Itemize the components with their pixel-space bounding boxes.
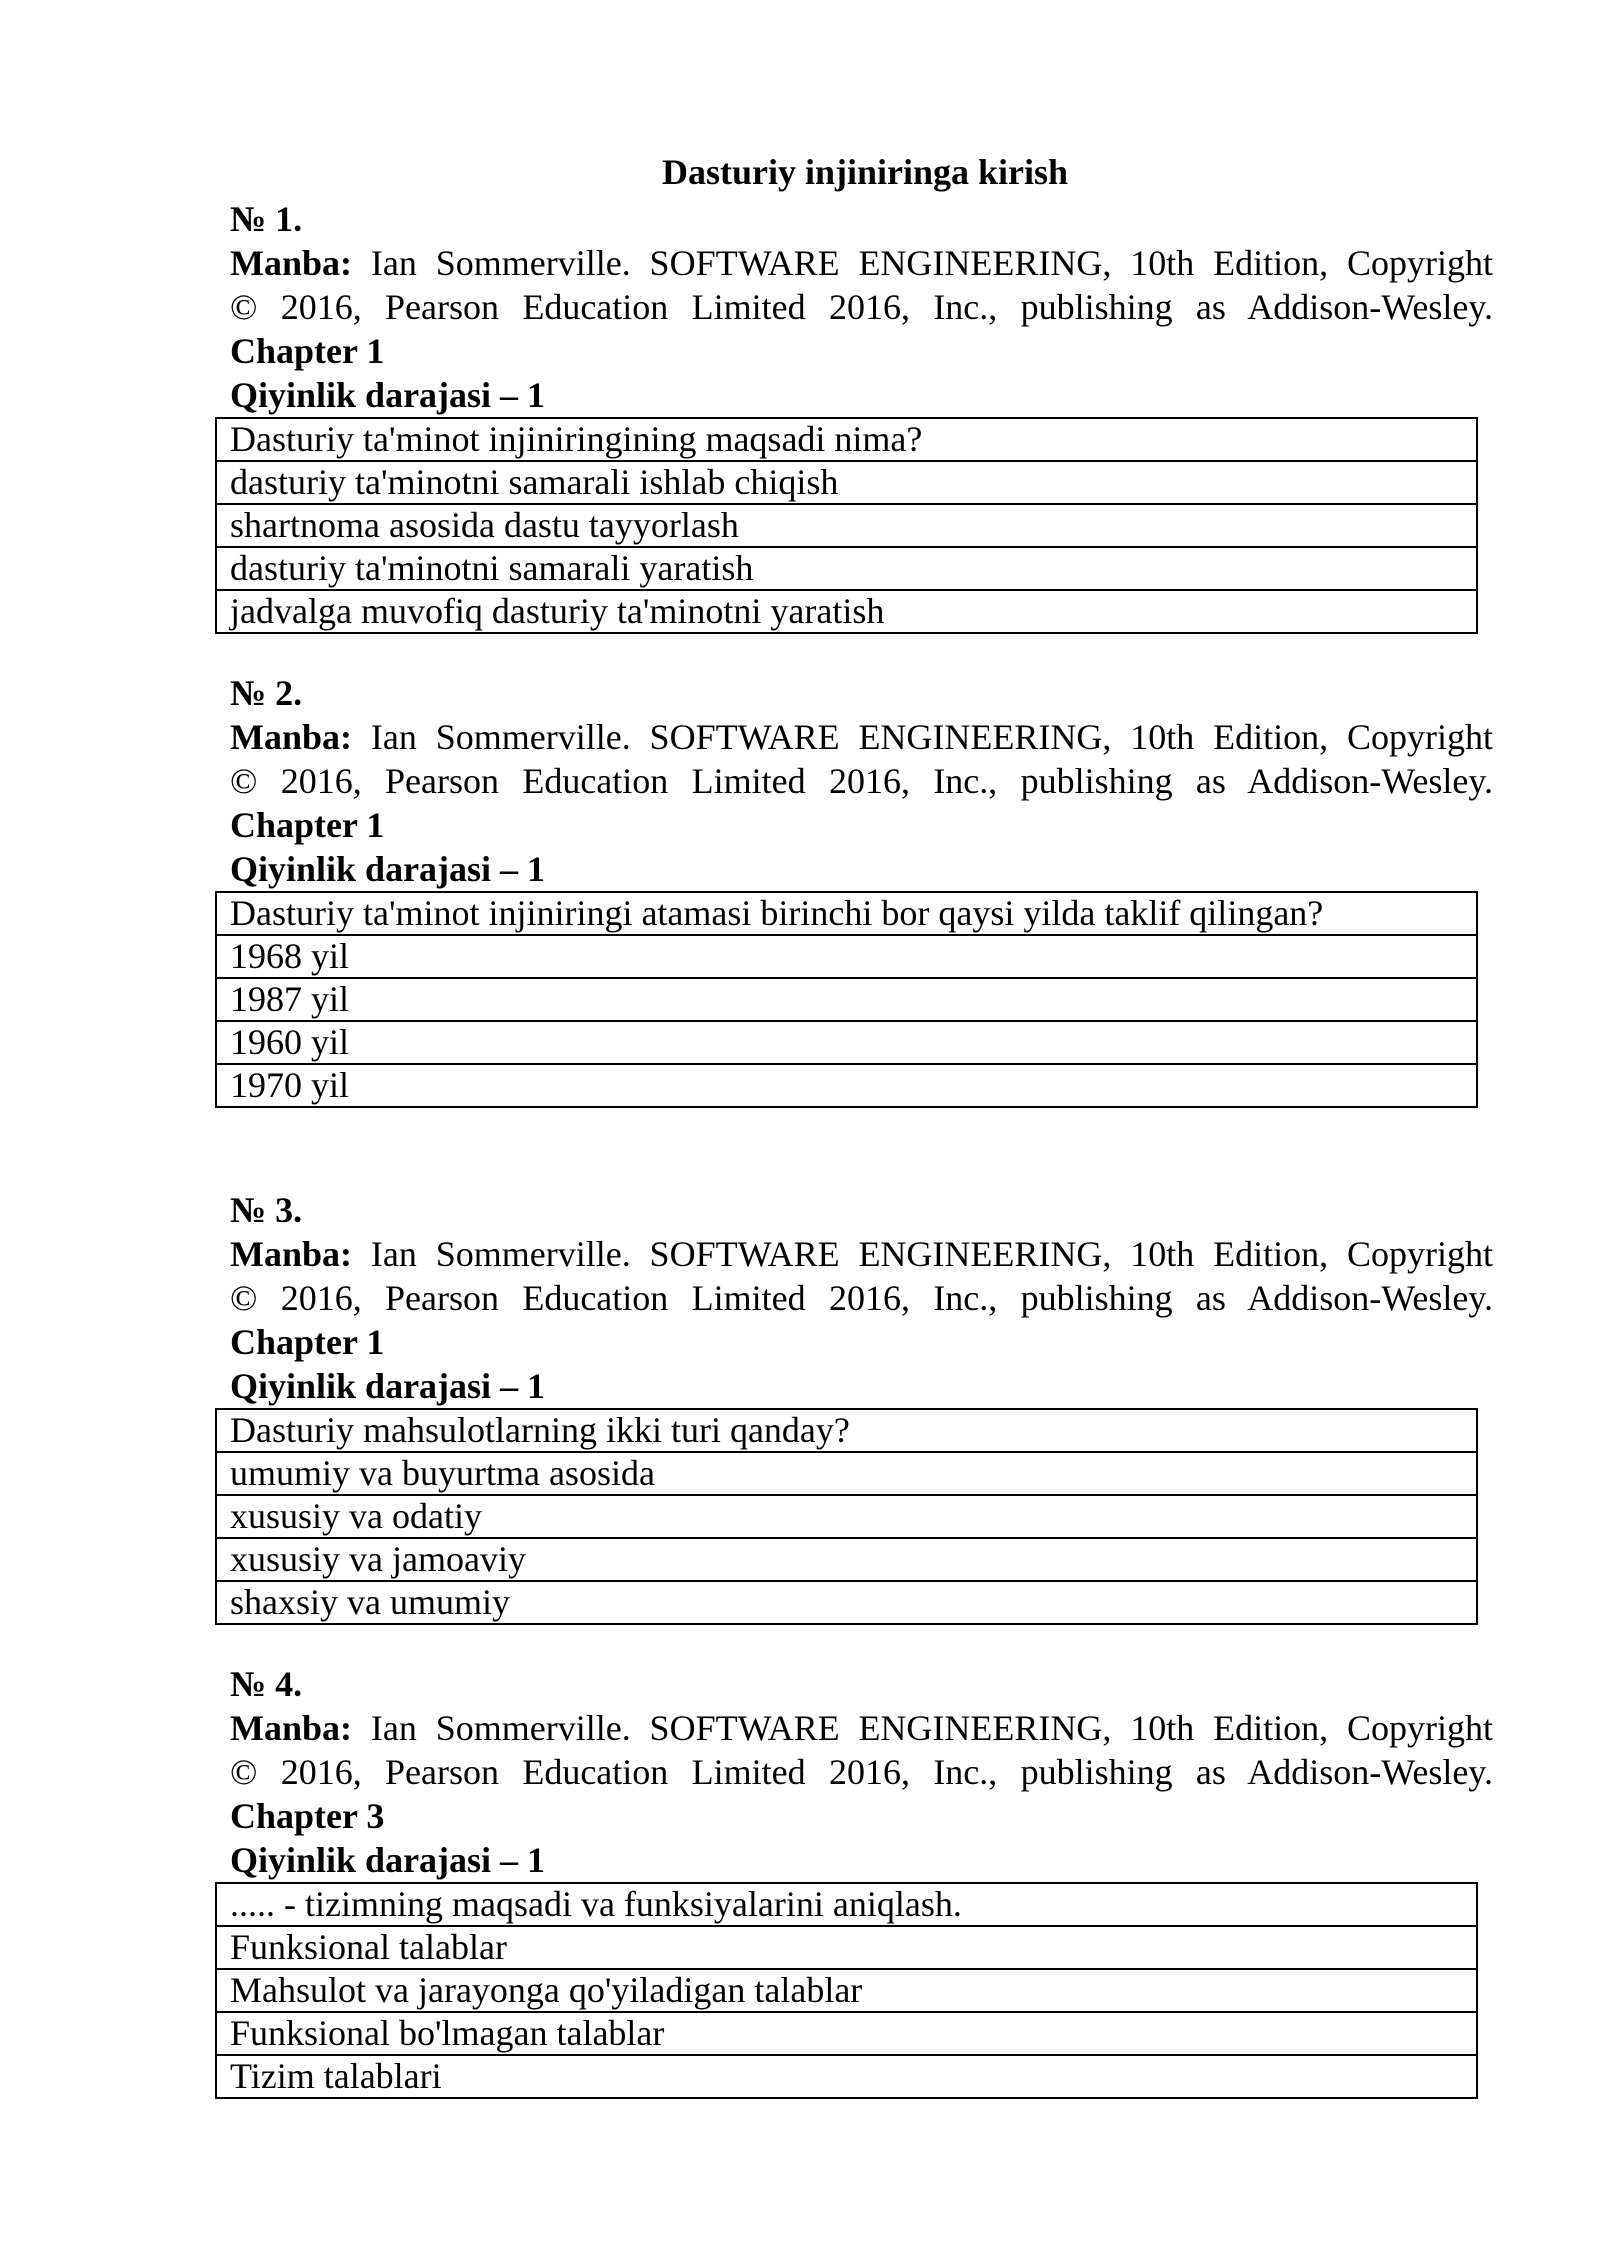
question-table — [215, 1882, 1478, 2099]
question-text: Dasturiy mahsulotlarning ikki turi qanday? — [216, 1409, 1477, 1452]
answer-option: 1970 yil — [216, 1064, 1477, 1107]
chapter: Chapter 1 — [230, 1322, 385, 1362]
chapter: Chapter 1 — [230, 805, 385, 845]
answer-option: dasturiy ta'minotni samarali ishlab chiqish — [216, 461, 1477, 504]
question-text: Dasturiy ta'minot injiniringi atamasi birinchi bor qaysi yilda taklif qilingan? — [216, 892, 1477, 935]
answer-option: umumiy va buyurtma asosida — [216, 1452, 1477, 1495]
question-table — [215, 891, 1478, 1108]
answer-option: dasturiy ta'minotni samarali yaratish — [216, 547, 1477, 590]
source-line — [230, 1232, 1493, 1276]
question-text: ..... - tizimning maqsadi va funksiyalarini aniqlash. — [216, 1883, 1477, 1926]
difficulty-level: Qiyinlik darajasi – 1 — [230, 1840, 546, 1880]
question-number: № 3. — [230, 1190, 303, 1230]
question-number: № 4. — [230, 1664, 303, 1704]
answer-option: shartnoma asosida dastu tayyorlash — [216, 504, 1477, 547]
source-line — [230, 715, 1493, 759]
source-text: Ian Sommerville. SOFTWARE ENGINEERING, 10th Edition, Copyright — [352, 1708, 1493, 1748]
question-table — [215, 1408, 1478, 1625]
answer-option: 1960 yil — [216, 1021, 1477, 1064]
source-line — [230, 241, 1493, 285]
source-text: Ian Sommerville. SOFTWARE ENGINEERING, 10th Edition, Copyright — [352, 243, 1493, 283]
source-text: Ian Sommerville. SOFTWARE ENGINEERING, 10th Edition, Copyright — [352, 1234, 1493, 1274]
source-line — [230, 1706, 1493, 1750]
document-title: Dasturiy injiniringa kirish — [661, 152, 1069, 192]
difficulty-level: Qiyinlik darajasi – 1 — [230, 375, 546, 415]
question-block-2 — [230, 671, 1493, 1108]
answer-option: xususiy va jamoaviy — [216, 1538, 1477, 1581]
difficulty-level: Qiyinlik darajasi – 1 — [230, 849, 546, 889]
answer-option: jadvalga muvofiq dasturiy ta'minotni yaratish — [216, 590, 1477, 633]
source-label: Manba: — [230, 1708, 353, 1748]
answer-option: 1987 yil — [216, 978, 1477, 1021]
answer-option: 1968 yil — [216, 935, 1477, 978]
source-line-2: © 2016, Pearson Education Limited 2016, Inc., publishing as Addison-Wesley. — [230, 287, 1493, 327]
question-block-1 — [230, 197, 1493, 634]
source-label: Manba: — [230, 243, 353, 283]
answer-option: shaxsiy va umumiy — [216, 1581, 1477, 1624]
source-line-2: © 2016, Pearson Education Limited 2016, Inc., publishing as Addison-Wesley. — [230, 1752, 1493, 1792]
chapter: Chapter 3 — [230, 1796, 385, 1836]
question-block-3 — [230, 1188, 1493, 1625]
question-table — [215, 417, 1478, 634]
answer-option: Funksional talablar — [216, 1926, 1477, 1969]
answer-option: Funksional bo'lmagan talablar — [216, 2012, 1477, 2055]
answer-option: Mahsulot va jarayonga qo'yiladigan talablar — [216, 1969, 1477, 2012]
question-number: № 2. — [230, 673, 303, 713]
chapter: Chapter 1 — [230, 331, 385, 371]
question-number: № 1. — [230, 199, 303, 239]
answer-option: xususiy va odatiy — [216, 1495, 1477, 1538]
source-text: Ian Sommerville. SOFTWARE ENGINEERING, 10th Edition, Copyright — [352, 717, 1493, 757]
answer-option: Tizim talablari — [216, 2055, 1477, 2098]
source-label: Manba: — [230, 717, 353, 757]
source-line-2: © 2016, Pearson Education Limited 2016, Inc., publishing as Addison-Wesley. — [230, 1278, 1493, 1318]
source-label: Manba: — [230, 1234, 353, 1274]
difficulty-level: Qiyinlik darajasi – 1 — [230, 1366, 546, 1406]
question-text: Dasturiy ta'minot injiniringining maqsadi nima? — [216, 418, 1477, 461]
question-block-4 — [230, 1662, 1493, 2099]
source-line-2: © 2016, Pearson Education Limited 2016, Inc., publishing as Addison-Wesley. — [230, 761, 1493, 801]
